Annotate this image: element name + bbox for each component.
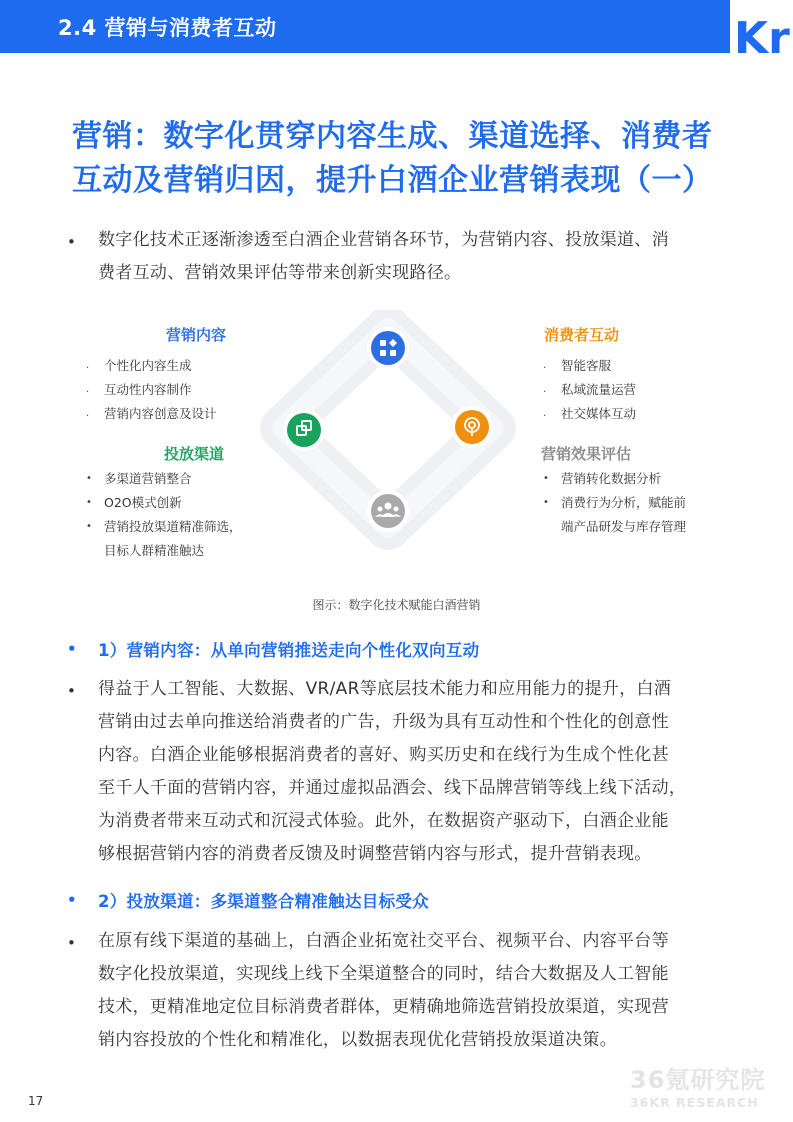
section1-bullet: •	[67, 682, 76, 700]
list-marker: .	[86, 408, 90, 419]
36kr-logo	[698, 0, 793, 53]
list-item: • 消费行为分析，赋能前	[543, 491, 686, 515]
list-item: . 个性化内容生成	[86, 354, 217, 378]
paragraph-line: 销内容投放的个性化和精准化，以数据表现优化营销投放渠道决策。	[98, 1030, 617, 1050]
list-item: • 营销转化数据分析	[543, 467, 686, 491]
page-title	[72, 115, 762, 203]
paragraph-line: 内容。白酒企业能够根据消费者的喜好、购买历史和在线行为生成个性化甚	[98, 745, 669, 765]
list-marker: •	[86, 497, 92, 508]
header-bar	[0, 0, 730, 53]
logo-text-kr: Kr	[734, 13, 790, 53]
section1-paragraph	[98, 673, 738, 871]
list-item-continuation: 目标人群精准触达	[104, 543, 205, 558]
figure-caption: 图示：数字化技术赋能白酒营销	[312, 598, 481, 612]
section1-heading-bullet: •	[67, 640, 77, 658]
section2-bullet: •	[67, 934, 76, 952]
paragraph-line: 数字化投放渠道，实现线上线下全渠道整合的同时，结合大数据及人工智能	[98, 964, 669, 984]
list-marker: •	[86, 473, 92, 484]
list-marker: .	[543, 360, 547, 371]
list-item: • 多渠道营销整合	[86, 467, 242, 491]
apps-icon	[367, 327, 409, 369]
list-marker: .	[543, 408, 547, 419]
list-item: . 社交媒体互动	[543, 402, 636, 426]
consumer-heading: 消费者互动	[544, 326, 620, 344]
watermark	[630, 1060, 765, 1110]
content-heading: 营销内容	[166, 326, 227, 344]
consumer-list	[543, 354, 636, 426]
paragraph-line: 营销由过去单向推送给消费者的广告，升级为具有互动性和个性化的创意性	[98, 712, 669, 732]
paragraph-line: 为消费者带来互动式和沉浸式体验。此外，在数据资产驱动下，白酒企业能	[98, 811, 669, 831]
content-list	[86, 354, 217, 426]
paragraph-line: 得益于人工智能、大数据、VR/AR等底层技术能力和应用能力的提升，白酒	[98, 679, 672, 699]
paragraph-line: 够根据营销内容的消费者反馈及时调整营销内容与形式，提升营销表现。	[98, 844, 652, 864]
list-marker: .	[543, 384, 547, 395]
signal-icon	[451, 406, 493, 448]
paragraph-line: 在原有线下渠道的基础上，白酒企业拓宽社交平台、视频平台、内容平台等	[98, 931, 669, 951]
list-item-continuation: 端产品研发与库存管理	[561, 519, 687, 534]
watermark-en: 36KR RESEARCH	[630, 1095, 759, 1110]
intro-paragraph	[98, 224, 738, 290]
users-icon	[367, 490, 409, 532]
section2-paragraph	[98, 925, 738, 1057]
watermark-cn: 36氪研究院	[630, 1066, 766, 1094]
evaluation-heading: 营销效果评估	[541, 445, 632, 463]
intro-bullet: •	[67, 233, 76, 251]
section2-heading: 2）投放渠道：多渠道整合精准触达目标受众	[98, 892, 429, 911]
link-icon	[283, 409, 325, 451]
list-marker: .	[86, 360, 90, 371]
list-marker: •	[543, 473, 549, 484]
list-item: • O2O模式创新	[86, 491, 242, 515]
page-number: 17	[28, 1094, 44, 1108]
list-marker: .	[86, 384, 90, 395]
paragraph-line: 技术，更精准地定位目标消费者群体，更精确地筛选营销投放渠道，实现营	[98, 997, 669, 1017]
section1-heading: 1）营销内容：从单向营销推送走向个性化双向互动	[98, 641, 480, 660]
marketing-diagram	[60, 310, 750, 590]
evaluation-list	[543, 467, 686, 539]
list-item: . 智能客服	[543, 354, 636, 378]
logo-text-36: 36	[700, 3, 728, 27]
list-marker: •	[86, 521, 92, 532]
channel-heading: 投放渠道	[164, 445, 225, 463]
list-marker: •	[543, 497, 549, 508]
section2-heading-bullet: •	[67, 891, 77, 909]
intro-line: 数字化技术正逐渐渗透至白酒企业营销各环节，为营销内容、投放渠道、消	[98, 230, 669, 250]
list-item: . 互动性内容制作	[86, 378, 217, 402]
page-title-line-1: 营销：数字化贯穿内容生成、渠道选择、消费者	[72, 119, 713, 154]
intro-line: 费者互动、营销效果评估等带来创新实现路径。	[98, 263, 462, 283]
list-item: . 私域流量运营	[543, 378, 636, 402]
list-item: • 营销投放渠道精准筛选，	[86, 515, 242, 539]
channel-list	[86, 467, 242, 563]
paragraph-line: 至千人千面的营销内容，并通过虚拟品酒会、线下品牌营销等线上线下活动，	[98, 778, 687, 798]
page-title-line-2: 互动及营销归因，提升白酒企业营销表现（一）	[72, 163, 713, 198]
list-item: . 营销内容创意及设计	[86, 402, 217, 426]
section-title: 2.4 营销与消费者互动	[58, 16, 277, 40]
